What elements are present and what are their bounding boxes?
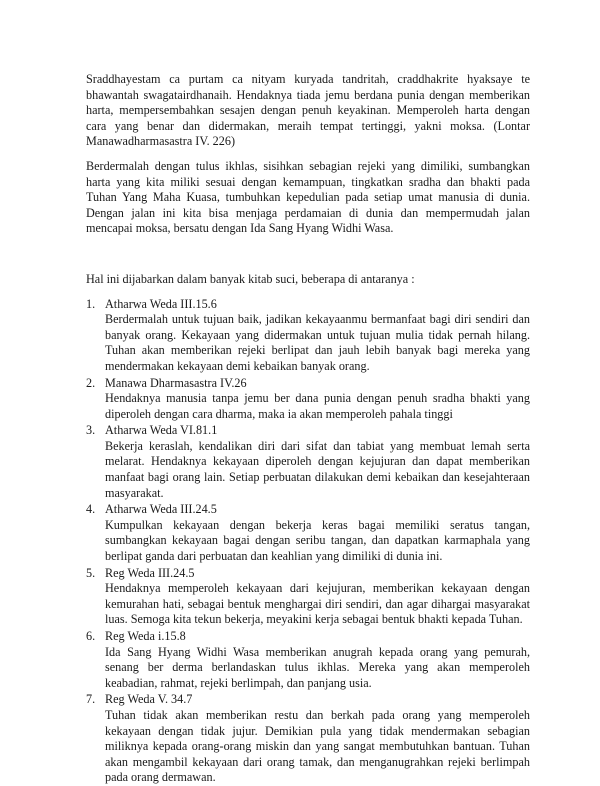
- references-intro: Hal ini dijabarkan dalam banyak kitab suci, beberapa di antaranya :: [86, 271, 415, 286]
- reference-item: [86, 566, 530, 628]
- reference-source: Manawa Dharmasastra IV.26: [105, 375, 247, 390]
- reference-number: 1.: [86, 296, 96, 311]
- reference-source: Atharwa Weda III.24.5: [105, 502, 217, 517]
- reference-text: Hendaknya memperoleh kekayaan dari kejujuran, memberikan kekayaan dengan kemurahan hati, sebagai bentuk menghargai diri sendiri, dan agar dihargai masyarakat luas. Semoga kita tekun bekerja, meyakini kerja sebagai bentuk bhakti kepada Tuhan.: [105, 581, 530, 627]
- reference-text: Berdermalah untuk tujuan baik, jadikan kekayaanmu bermanfaat bagi diri sendiri dan banyak orang. Kekayaan yang didermakan untuk tujuan mulia tidak pernah hilang. Tuhan akan memberikan rejeki berlipat dan jauh lebih banyak bagi mereka yang mendermakan kekayaan demi kebaikan banyak orang.: [105, 312, 530, 373]
- reference-text: Hendaknya manusia tanpa jemu ber dana punia dengan penuh sradha bhakti yang diperoleh dengan cara dharma, maka ia akan memperoleh pahala tinggi: [105, 391, 530, 421]
- reference-text: Tuhan tidak akan memberikan restu dan berkah pada orang yang memperoleh kekayaan dengan tidak jujur. Demikian pula yang tidak mendermakan sebagian miliknya kepada orang-orang miskin dan yang sangat membutuhkan bantuan. Tuhan akan mengambil kekayaan dari orang tamak, dan menganugrahkan rejeki berlimpah pada orang dermawan.: [105, 707, 530, 785]
- reference-item: [86, 376, 530, 423]
- reference-item: [86, 423, 530, 501]
- reference-source: Reg Weda i.15.8: [105, 629, 186, 643]
- scripture-reference-list: [86, 297, 530, 786]
- reference-source: Reg Weda III.24.5: [105, 565, 195, 580]
- reference-text: Ida Sang Hyang Widhi Wasa memberikan anugrah kepada orang yang pemurah, senang ber derma berlandaskan tulus ikhlas. Mereka yang akan memperoleh keabadian, rahmat, rejeki berlimpah, dan panjang usia.: [105, 644, 530, 690]
- reference-number: 4.: [86, 502, 96, 517]
- reference-item: [86, 502, 530, 564]
- reference-number: 3.: [86, 423, 96, 438]
- reference-number: 5.: [86, 565, 96, 580]
- opening-verse-paragraph: Sraddhayestam ca purtam ca nityam kuryada tandritah, craddhakrite hyaksaye te bhawantah swagatairdhanaih. Hendaknya tiada jemu berdana punia dengan memberikan harta, mempersembahkan sesajen dengan penuh keyakinan. Memperoleh harta dengan cara yang benar dan didermakan, meraih tempat tertinggi, yakni moksa. (Lontar Manawadharmasastra IV. 226): [86, 72, 530, 149]
- reference-item: [86, 297, 530, 375]
- reference-text: Kumpulkan kekayaan dengan bekerja keras bagai memiliki seratus tangan, sumbangkan kekayaan bagai dengan seribu tangan, dan dapatkan karmaphala yang berlipat ganda dari perbuatan dan keahlian yang dimiliki di dunia ini.: [105, 517, 530, 564]
- reference-number: 7.: [86, 692, 96, 707]
- reference-item: [86, 629, 530, 691]
- reference-number: 6.: [86, 629, 96, 643]
- reference-source: Atharwa Weda VI.81.1: [105, 423, 218, 438]
- reference-item: [86, 692, 530, 786]
- reference-text: Bekerja keraslah, kendalikan diri dari sifat dan tabiat yang membuat lemah serta melarat. Hendaknya kekayaan diperoleh dengan kejujuran dan dapat memberikan manfaat bagi orang lain. Setiap perbuatan dilakukan demi kebaikan dan kesejahteraan masyarakat.: [105, 438, 530, 500]
- reference-source: Reg Weda V. 34.7: [105, 692, 193, 707]
- reference-source: Atharwa Weda III.15.6: [105, 296, 217, 311]
- reference-number: 2.: [86, 375, 96, 390]
- charity-exhortation-paragraph: Berdermalah dengan tulus ikhlas, sisihkan sebagian rejeki yang dimiliki, sumbangkan harta yang kita miliki sesuai dengan kemampuan, tingkatkan sradha dan bhakti pada Tuhan Yang Maha Kuasa, tumbuhkan kepedulian pada setiap umat manusia di dunia. Dengan jalan ini kita bisa menjaga perdamaian di dunia dan mempermudah jalan mencapai moksa, bersatu dengan Ida Sang Hyang Widhi Wasa.: [86, 158, 530, 236]
